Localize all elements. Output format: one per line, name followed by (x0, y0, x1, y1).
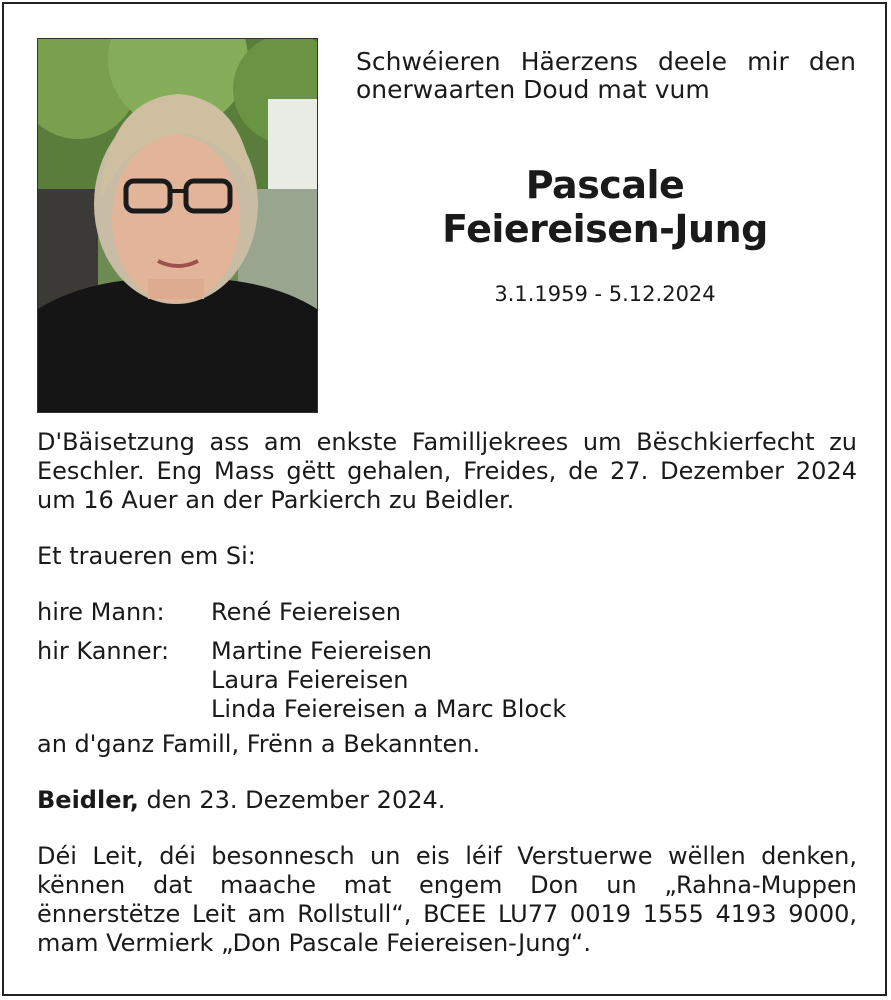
child-name: Martine Feiereisen (211, 637, 432, 665)
first-name: Pascale (525, 163, 685, 207)
intro-text: Schwéieren Häerzens deele mir den onerwaarten Doud mat vum (356, 47, 856, 104)
place-date (37, 786, 857, 815)
funeral-text: D'Bäisetzung ass am enkste Familljekrees um Bëschkierfecht zu Eeschler. Eng Mass gëtt gehalen, Freides, de 27. Dezember 2024 um 16 Auer an der Parkierch zu Beidler. (37, 428, 857, 514)
place: Beidler, (37, 786, 139, 814)
last-name: Feiereisen-Jung (442, 207, 768, 251)
life-dates: 3.1.1959 - 5.12.2024 (494, 282, 716, 306)
family-line: an d'ganz Famill, Frënn a Bekannten. (37, 730, 481, 758)
portrait-photo (37, 38, 318, 413)
husband-name: René Feiereisen (211, 598, 401, 626)
child-name: Laura Feiereisen (211, 666, 409, 694)
donation-text: Déi Leit, déi besonnesch un eis léif Verstuerwe wëllen denken, kënnen dat maache mat engem Don un „Rahna-Muppen ënnerstëtze Leit am Rollstull“, BCEE LU77 0019 1555 4193 9000, mam Vermierk „Don Pascale Feiereisen-Jung“. (37, 842, 857, 957)
notice-body (37, 428, 857, 958)
children-row (37, 637, 857, 724)
children-label: hir Kanner: (37, 637, 170, 665)
husband-row (37, 598, 857, 627)
husband-label: hire Mann: (37, 598, 165, 626)
date-line: den 23. Dezember 2024. (146, 786, 446, 814)
deceased-name (410, 163, 800, 251)
child-name: Linda Feiereisen a Marc Block (211, 695, 567, 723)
mourners-intro: Et traueren em Si: (37, 542, 256, 570)
